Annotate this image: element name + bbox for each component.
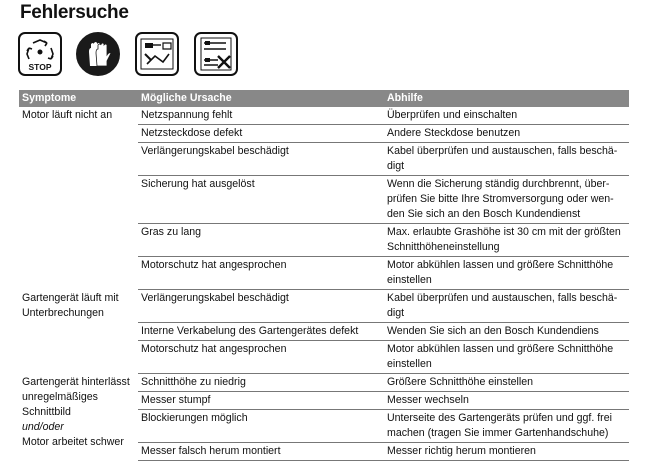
remedy-cell: Motor abkühlen lassen und größere Schnitthöhe einstellen: [384, 257, 629, 290]
remedy-cell: Unterseite des Gartengeräts prüfen und ggf. frei machen (tragen Sie immer Gartenhandschuhe): [384, 410, 629, 443]
header-symptome: Symptome: [19, 90, 138, 107]
unplug-icon: [135, 32, 179, 76]
manual-icon: [194, 32, 238, 76]
remedy-cell: Motor abkühlen lassen und größere Schnitthöhe einstellen: [384, 341, 629, 374]
symptom-text: Gartengerät läuft mit Unterbrechungen: [22, 291, 119, 319]
symptom-text: Motor arbeitet schwer: [22, 435, 124, 448]
table-header-row: [19, 90, 629, 107]
remedy-cell: Messer wechseln: [384, 392, 629, 410]
page-title: Fehlersuche: [20, 2, 129, 23]
remedy-cell: Max. erlaubte Grashöhe ist 30 cm mit der größten Schnitthöheneinstellung: [384, 224, 629, 257]
symptom-text: und/oder: [22, 420, 64, 433]
symptom-text: Motor läuft nicht an: [22, 109, 113, 121]
cause-cell: Motorschutz hat angesprochen: [138, 341, 384, 374]
symptom-text: Gartengerät hinterlässt unregelmäßiges Schnittbild: [22, 375, 130, 418]
cause-cell: Schnitthöhe zu niedrig: [138, 374, 384, 392]
table-row: [19, 107, 629, 125]
remedy-cell: Kabel überprüfen und austauschen, falls beschä- digt: [384, 290, 629, 323]
stop-icon: [18, 32, 62, 76]
cause-cell: Motorschutz hat angesprochen: [138, 257, 384, 290]
remedy-cell: Kabel überprüfen und austauschen, falls beschä- digt: [384, 143, 629, 176]
cause-cell: Messer stumpf: [138, 392, 384, 410]
remedy-cell: Andere Steckdose benutzen: [384, 125, 629, 143]
cause-cell: Sicherung hat ausgelöst: [138, 176, 384, 224]
cause-cell: Interne Verkabelung des Gartengerätes defekt: [138, 323, 384, 341]
cause-cell: Gras zu lang: [138, 224, 384, 257]
cause-cell: Verlängerungskabel beschädigt: [138, 143, 384, 176]
cause-cell: Verlängerungskabel beschädigt: [138, 290, 384, 323]
gloves-icon: [76, 32, 120, 76]
header-abhilfe: Abhilfe: [384, 90, 629, 107]
stop-label: STOP: [28, 62, 52, 72]
cause-cell: Messer falsch herum montiert: [138, 443, 384, 461]
troubleshooting-table: [19, 90, 629, 461]
table-row: [19, 374, 629, 392]
cause-cell: Netzspannung fehlt: [138, 107, 384, 125]
symptom-cell: [19, 290, 138, 374]
cause-cell: Netzsteckdose defekt: [138, 125, 384, 143]
symptom-cell: [19, 374, 138, 461]
remedy-cell: Überprüfen und einschalten: [384, 107, 629, 125]
remedy-cell: Wenn die Sicherung ständig durchbrennt, über- prüfen Sie bitte Ihre Stromversorgung oder wen- den Sie sich an den Bosch Kundendienst: [384, 176, 629, 224]
remedy-cell: Größere Schnitthöhe einstellen: [384, 374, 629, 392]
cause-cell: Blockierungen möglich: [138, 410, 384, 443]
table-row: [19, 290, 629, 323]
symptom-cell: [19, 107, 138, 290]
table-body: [19, 107, 629, 461]
header-moegliche-ursache: Mögliche Ursache: [138, 90, 384, 107]
remedy-cell: Wenden Sie sich an den Bosch Kundendiens: [384, 323, 629, 341]
remedy-cell: Messer richtig herum montieren: [384, 443, 629, 461]
